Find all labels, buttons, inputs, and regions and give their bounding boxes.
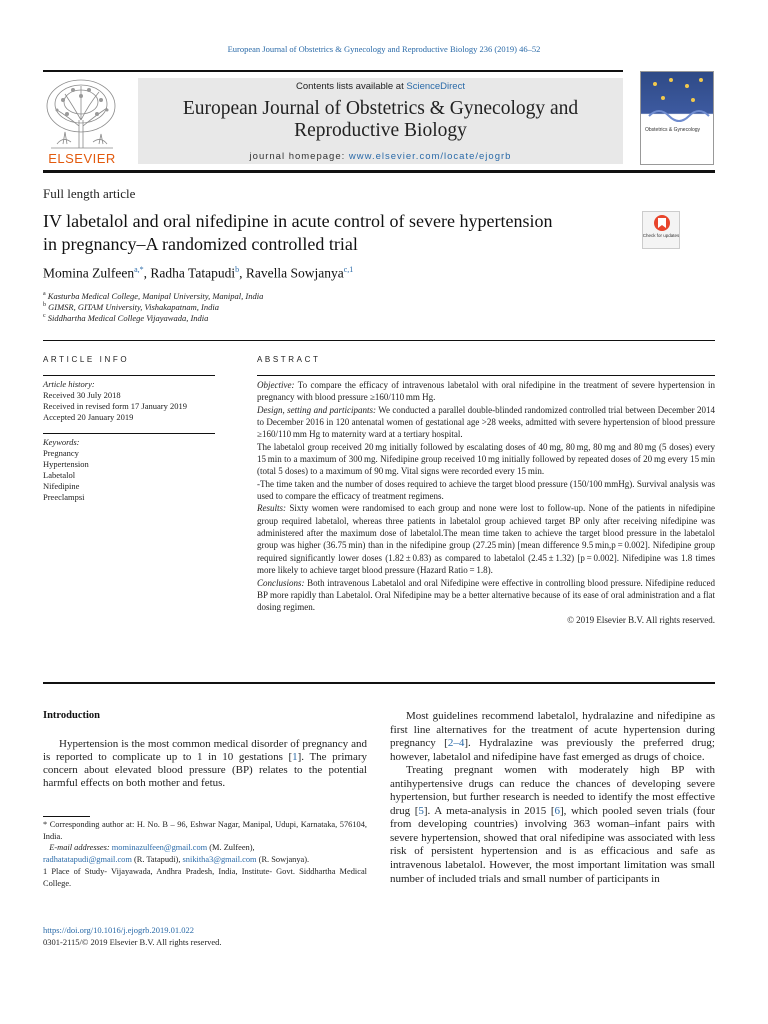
citation-link[interactable]: 2–4 xyxy=(447,737,465,750)
author-name[interactable]: Radha Tatapudi xyxy=(150,265,236,281)
author-affiliation-ref[interactable]: a,* xyxy=(134,265,144,274)
intro-text: Most guidelines recommend labetalol, hydralazine and nifedipine as first line alternatives for the treatment of acute hypertension during pregnancy [ xyxy=(390,710,715,750)
email-label: E-mail addresses: xyxy=(49,843,110,853)
article-info-rule xyxy=(43,375,215,376)
body-divider xyxy=(43,682,715,684)
keyword[interactable]: Pregnancy xyxy=(43,448,79,458)
abstract-objective xyxy=(257,379,715,441)
affiliation-marker: b xyxy=(43,302,46,309)
intro-text: ]. A meta-analysis in 2015 [ xyxy=(423,804,555,817)
author-name[interactable]: Momina Zulfeen xyxy=(43,265,135,281)
affiliation xyxy=(43,313,208,323)
author-affiliation-ref[interactable]: c,1 xyxy=(343,265,354,274)
citation-link[interactable]: 1 xyxy=(292,751,298,763)
keyword[interactable]: Labetalol xyxy=(43,470,76,480)
footnotes xyxy=(43,819,367,889)
header-bottom-rule xyxy=(43,170,715,173)
abstract-body xyxy=(257,379,715,626)
keyword[interactable]: Nifedipine xyxy=(43,481,80,491)
email-owner: (M. Zulfeen), xyxy=(207,843,255,853)
journal-homepage-link[interactable]: www.elsevier.com/locate/ejogrb xyxy=(348,151,512,162)
article-title-line1: IV labetalol and oral nifedipine in acute control of severe hypertension xyxy=(43,211,553,231)
introduction-heading: Introduction xyxy=(43,710,100,721)
keywords-rule xyxy=(43,433,215,434)
intro-text: ]. Hydralazine was previously the preferred drug; however, labetalol and nifedipine have fast emerged as drugs of choice. xyxy=(390,737,715,763)
email-owner: (R. Tatapudi), xyxy=(131,855,183,865)
objective-label: Objective: xyxy=(257,380,295,390)
email-link[interactable]: mominazulfeen@gmail.com xyxy=(111,843,208,853)
section-divider xyxy=(43,340,715,341)
intro-right-column xyxy=(390,710,715,886)
homepage-prefix: journal homepage: xyxy=(249,151,349,162)
journal-homepage-line xyxy=(138,151,623,162)
abstract-heading: ABSTRACT xyxy=(257,355,321,364)
author-list: Momina Zulfeen$^{a,*}$, Radha Tatapudi$^b$, Ravella Sowjanya$^{c,1}$ xyxy=(43,265,354,281)
contents-prefix: Contents lists available at xyxy=(296,81,407,92)
affiliation-marker: c xyxy=(43,313,46,320)
article-type: Full length article xyxy=(43,186,136,201)
article-info-heading: ARTICLE INFO xyxy=(43,355,130,364)
abstract-copyright: © 2019 Elsevier B.V. All rights reserved. xyxy=(567,614,715,625)
intro-right-paragraph xyxy=(390,764,715,886)
affiliation-marker: a xyxy=(43,291,46,298)
intro-text: Hypertension is the most common medical disorder of pregnancy and is reported to complicate up to 1 in 10 gestations [ xyxy=(43,738,367,763)
author-affiliation-ref[interactable]: b xyxy=(235,265,240,274)
abstract-results xyxy=(257,502,715,613)
affiliation xyxy=(43,302,219,312)
abstract-outcome: -The time taken and the number of doses required to achieve the target blood pressure (150/100 mmHg). Survival analysis was used to compare the efficacy of treatment regimens. xyxy=(257,478,715,502)
conclusions-text: Both intravenous Labetalol and oral Nifedipine were effective in controlling blood pressure. Nifedipine reduced BP more rapidly than Labetalol. Oral Nifedipine may be a better alternative because of its ease of oral administration and a flat dosing regimen. xyxy=(257,577,715,613)
intro-text: Treating pregnant women with moderately high BP with antihypertensive drugs can reduce the chances of developing severe hypertension, but further research is needed to identify the most effective drug [ xyxy=(390,764,715,817)
conclusions-label: Conclusions: xyxy=(257,577,305,588)
history-item: Received in revised form 17 January 2019 xyxy=(43,401,187,411)
corresponding-author-note: * Corresponding author at: H. No. B – 96, Eshwar Nagar, Manipal, Udupi, Karnataka, 576104, India. xyxy=(43,820,367,841)
affiliation xyxy=(43,291,263,301)
journal-title xyxy=(138,98,623,142)
keyword[interactable]: Hypertension xyxy=(43,459,89,469)
header-top-rule xyxy=(43,70,623,72)
article-title xyxy=(43,210,643,256)
cover-star-pattern xyxy=(641,72,714,165)
journal-title-line1: European Journal of Obstetrics & Gynecology and xyxy=(182,98,579,119)
affiliation-text: GIMSR, GITAM University, Vishakapatnam, India xyxy=(48,302,219,312)
journal-title-line2: Reproductive Biology xyxy=(294,120,467,141)
objective-text: To compare the efficacy of intravenous labetalol with oral nifedipine in the treatment of severe hypertension in pregnancy with blood pressure ≥160/110 mm Hg. xyxy=(257,380,715,403)
email-addresses xyxy=(43,842,367,865)
history-item: Received 30 July 2018 xyxy=(43,390,121,400)
author-name[interactable]: Ravella Sowjanya xyxy=(245,265,344,281)
article-title-line2: in pregnancy–A randomized controlled trial xyxy=(43,234,358,254)
history-item: Accepted 20 January 2019 xyxy=(43,412,134,422)
intro-left-paragraph xyxy=(43,738,367,790)
affiliation-text: Kasturba Medical College, Manipal University, Manipal, India xyxy=(47,291,264,301)
intro-text: ]. The primary concern about elevated blood pressure (BP) relates to the potential harmful effects on both mother and fetus. xyxy=(43,751,367,789)
elsevier-wordmark: ELSEVIER xyxy=(48,151,116,166)
results-label: Results: xyxy=(257,503,286,514)
abstract-dosing: The labetalol group received 20 mg initially followed by escalating doses of 40 mg, 80 mg, 80 mg and 80 mg (5 doses) every 15 min to a maximum of 300 mg. Nifedipine group received 10 mg initially followed by repeated doses of 20 mg every 15 min (total 5 doses) to a maximum of 90 mg. Vital signs were recorded every 15 min. xyxy=(257,441,715,477)
bookmark-icon xyxy=(643,212,681,234)
issn-copyright: 0301-2115/© 2019 Elsevier B.V. All rights reserved. xyxy=(43,937,222,947)
intro-right-paragraph xyxy=(390,710,715,764)
doi-link[interactable]: https://doi.org/10.1016/j.ejogrb.2019.01.022 xyxy=(43,925,194,935)
keyword[interactable]: Preeclampsi xyxy=(43,492,85,502)
journal-cover-thumbnail[interactable] xyxy=(640,71,714,165)
cover-journal-label: Obstetrics & Gynecology xyxy=(645,127,701,133)
place-of-study-note: 1 Place of Study- Vijayawada, Andhra Pradesh, India, Institute- Govt. Siddhartha Medical College. xyxy=(43,866,367,888)
affiliation-text: Siddhartha Medical College Vijayawada, India xyxy=(47,313,209,323)
citation-link[interactable]: 5 xyxy=(418,804,424,817)
citation-link[interactable]: 6 xyxy=(554,804,560,817)
article-history-label: Article history: xyxy=(43,379,95,389)
intro-text: ], which pooled seven trials (four from developing countries) involving 363 woman–infant pairs with severe hypertension, showed that oral nifedipine was associated with less risk of persistent hypertension and is as efficacious and safe as intravenous labetalol. However, the most important limitation was small number of included trials and small number of participants in xyxy=(390,804,716,885)
contents-line xyxy=(138,81,623,92)
check-for-updates-button[interactable] xyxy=(642,211,680,249)
design-label: Design, setting and participants: xyxy=(257,404,376,415)
email-link[interactable]: radhatatapudi@gmail.com xyxy=(43,855,132,865)
check-for-updates-label: Check for updates xyxy=(642,233,680,238)
email-link[interactable]: snikitha3@gmail.com xyxy=(182,855,257,865)
article-history xyxy=(43,379,215,423)
journal-reference-link[interactable]: European Journal of Obstetrics & Gynecology and Reproductive Biology 236 (2019) 46–52 xyxy=(227,44,541,54)
keywords-block xyxy=(43,437,215,503)
results-text: Sixty women were randomised to each group and none were lost to follow-up. None of the patients in nifedipine group required labetalol, whereas three patients in labetalol group achieved target BP only after receiving nifedipine was administered after the maximum dose of labetalol.The mean time taken to achieve the target blood pressure in the labetalol group was higher (36.75 min) than in the nifedipine group (27.25 min) [mean difference 9.5 min,p = 0.002]. Nifedipine group required significantly lower doses (1.82 ± 0.83) as compared to labetalol (2.45 ± 1.32) [p = 0.002]. Nifedipine was 1.8 times more likely to achieve target blood pressure (Hazard Ratio = 1.8). xyxy=(257,503,715,576)
keywords-label: Keywords: xyxy=(43,437,80,447)
design-text: We conducted a parallel double-blinded randomized controlled trial between December 2014 to December 2016 in 120 antenatal women of gestational age >28 weeks, admitted with severe hypertension of blood pressure ≥160/110 mm Hg to maternity ward at a tertiary hospital. xyxy=(257,404,715,440)
abstract-rule xyxy=(257,375,715,376)
sciencedirect-link[interactable]: ScienceDirect xyxy=(406,81,465,92)
email-owner: (R. Sowjanya). xyxy=(256,855,310,865)
footnote-rule xyxy=(43,816,90,817)
